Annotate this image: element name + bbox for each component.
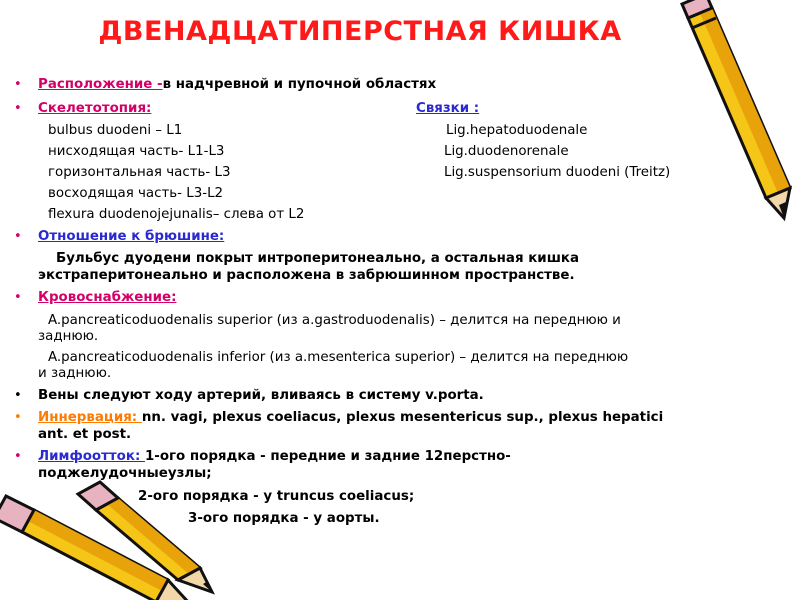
innervation-text: nn. vagi, plexus coeliacus, plexus mesentericus sup., plexus hepatici [141,410,664,425]
skeletotopy-item: нисходящая часть- L1-L3 [48,144,225,159]
ligament-item: Lig.suspensorium duodeni (Treitz) [444,165,671,180]
skeletotopy-item: flexura duodenojejunalis– слева от L2 [48,207,305,222]
bullet: • [14,410,22,425]
pencil-icon [682,0,790,218]
location-label: Расположение - [38,77,163,92]
innervation-label: Иннервация: [38,410,142,425]
bullet: • [14,388,22,403]
bullet: • [14,77,22,92]
bullet: • [14,290,22,305]
slide-title: ДВЕНАДЦАТИПЕРСТНАЯ КИШКА [98,16,622,47]
blood-line: A.pancreaticoduodenalis superior (из a.gastroduodenalis) – делится на переднюю и [48,313,621,328]
location-text: в надчревной и пупочной областях [162,77,437,92]
lymph-label: Лимфоотток: [38,449,145,464]
bullet: • [14,101,22,116]
blood-line: заднюю. [38,329,99,344]
skeletotopy-label: Скелетотопия: [38,101,152,116]
skeletotopy-item: восходящая часть- L3-L2 [48,186,224,201]
lymph-line3: 2-ого порядка - у truncus coeliacus; [138,489,415,504]
ligament-item: Lig.hepatoduodenale [446,123,588,138]
bullet: • [14,449,22,464]
lymph-text: 1-ого порядка - передние и задние 12перстно- [144,449,511,464]
bullet: • [14,229,22,244]
blood-line: A.pancreaticoduodenalis inferior (из a.mesenterica superior) – делится на переднюю [48,350,629,365]
skeletotopy-item: bulbus duodeni – L1 [48,123,183,138]
ligaments-label: Связки : [416,101,480,116]
lymph-line4: 3-ого порядка - у аорты. [188,511,380,526]
peritoneum-line: экстраперитонеально и расположена в забрюшинном пространстве. [38,268,575,283]
peritoneum-line: Бульбус дуодени покрыт интроперитонеально, а остальная кишка [56,251,580,266]
veins-line: Вены следуют ходу артерий, вливаясь в систему v.porta. [38,388,484,403]
blood-label: Кровоснабжение: [38,290,177,305]
ligament-item: Lig.duodenorenale [444,144,569,159]
lymph-line2: поджелудочныеузлы; [38,466,212,481]
skeletotopy-item: горизонтальная часть- L3 [48,165,231,180]
peritoneum-label: Отношение к брюшине: [38,229,225,244]
blood-line: и заднюю. [38,366,112,381]
innervation-line2: ant. et post. [38,427,132,442]
